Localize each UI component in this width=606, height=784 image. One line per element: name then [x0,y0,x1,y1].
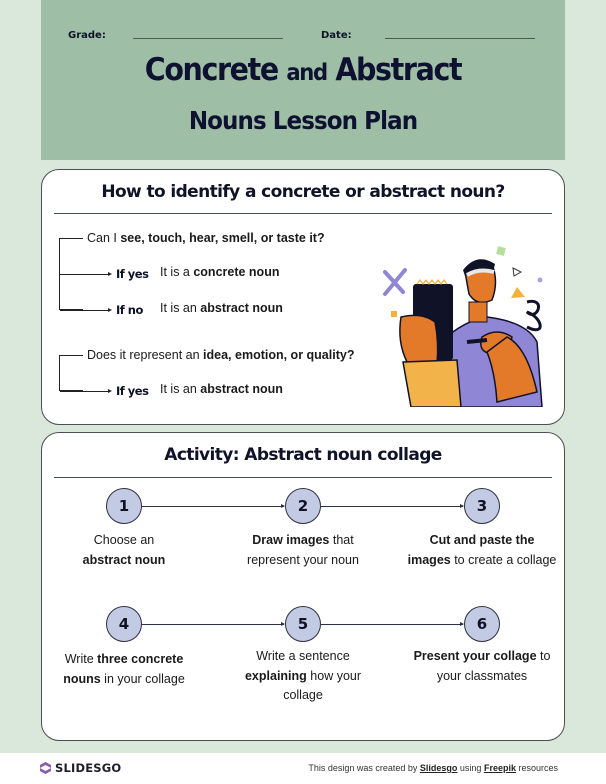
step-text-bold: explaining [244,668,307,683]
divider [54,213,552,214]
step-arrow [321,506,463,507]
ans-bold: concrete noun [193,265,280,279]
q1-bold: see, touch, hear, smell, or taste it? [120,231,325,245]
step-arrow [142,506,284,507]
title-word-abstract: Abstract [335,52,462,88]
grade-field-line[interactable] [133,38,283,39]
grade-label: Grade: [68,30,106,41]
step-text-bold: Draw images [252,533,330,547]
step-text-part: Choose an [93,533,155,547]
step-3-text [407,531,557,570]
slidesgo-link[interactable]: Slidesgo [419,763,458,773]
step-6-circle: 6 [464,606,500,642]
date-label: Date: [321,30,352,41]
condition-if-no: If no [116,303,143,317]
identify-card [41,169,565,425]
q2-prefix: Does it represent an [87,348,204,362]
q1-prefix: Can I [87,231,121,245]
credit-mid: using [457,763,484,773]
freepik-link[interactable]: Freepik [483,763,516,773]
step-5-text [228,647,378,706]
ans-bold: abstract noun [200,301,283,315]
ans-prefix: It is an [160,301,201,315]
answer-abstract [160,382,283,396]
footer [0,753,606,784]
credit-prefix: This design was created by [308,763,420,773]
ans-prefix: It is an [160,382,201,396]
step-text-part: Write a sentence [256,649,350,663]
arrow-branch [60,274,110,275]
step-4-circle: 4 [106,606,142,642]
step-text-part: in your collage [100,671,185,686]
step-6-text [407,647,557,686]
step-1-circle: 1 [106,488,142,524]
step-text-part: Write [64,652,98,666]
page-title-line1 [62,52,544,88]
answer-abstract [160,301,283,315]
step-1-text [49,531,199,570]
divider [54,477,552,478]
step-3-circle: 3 [464,488,500,524]
step-text-part: that represent your noun [247,533,359,567]
condition-if-yes: If yes [116,267,149,281]
credit-text [308,763,558,773]
date-field-line[interactable] [385,38,535,39]
step-text-part: to your classmates [436,649,551,683]
page-title-line2: Nouns Lesson Plan [188,106,418,135]
step-text-bold: three concrete nouns [63,652,184,686]
step-5-circle: 5 [285,606,321,642]
slidesgo-logo-icon [40,762,51,774]
step-text-part: how your collage [283,668,362,702]
header-banner [41,0,565,160]
activity-title: Activity: Abstract noun collage [164,445,442,465]
arrow-branch [60,391,110,392]
step-arrow [321,624,463,625]
step-text-bold: Present your collage [413,649,537,663]
arrow-branch [60,310,110,311]
step-2-circle: 2 [285,488,321,524]
logo-text: SLIDESGO [55,761,122,775]
title-word-concrete: Concrete [144,52,278,88]
question-1 [87,231,325,245]
identify-title: How to identify a concrete or abstract noun? [101,182,505,202]
question-2 [87,348,354,362]
answer-concrete [160,265,279,279]
q2-bold: idea, emotion, or quality? [203,348,355,362]
step-text-part: to create a collage [450,552,557,567]
step-arrow [142,624,284,625]
condition-if-yes: If yes [116,384,149,398]
person-with-notepad-illustration [377,242,547,407]
step-text-bold: abstract noun [82,552,166,567]
step-2-text [228,531,378,570]
title-word-and: and [286,60,327,86]
step-4-text [49,650,199,689]
slidesgo-logo[interactable] [40,761,121,775]
flow-bracket [59,355,83,391]
activity-card [41,432,565,741]
ans-prefix: It is a [160,265,194,279]
ans-bold: abstract noun [200,382,283,396]
step-text-bold: Cut and paste the images [407,533,535,567]
credit-suffix: resources [515,763,558,773]
